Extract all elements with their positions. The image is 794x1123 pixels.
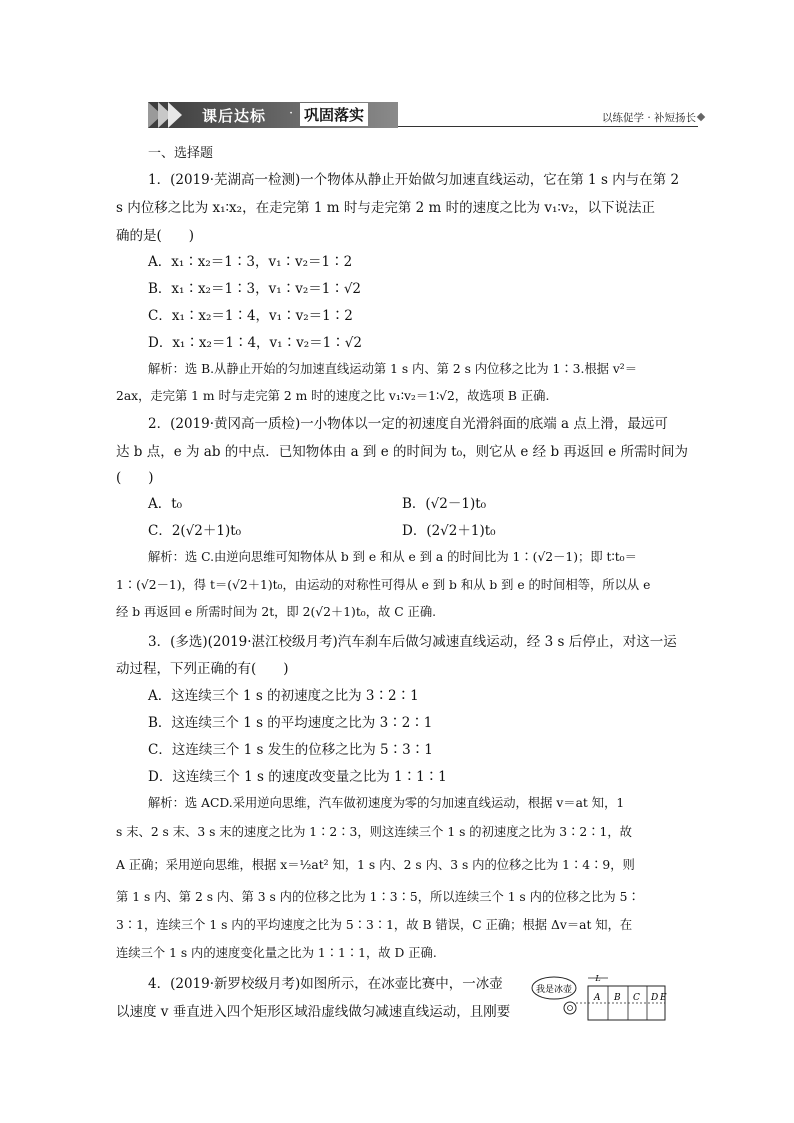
header-rule	[398, 126, 698, 127]
point-label-a: A	[594, 993, 601, 1003]
q2-option-c: C．2(√2＋1)t₀	[148, 523, 242, 539]
point-label-c: C	[633, 993, 640, 1003]
q2-option-b: B．(√2－1)t₀	[402, 496, 487, 512]
banner-title: 课后达标	[202, 107, 267, 125]
q2-option-a: A．t₀	[148, 496, 183, 512]
q1-option-c: C．x₁∶x₂＝1∶4，v₁∶v₂＝1∶2	[148, 308, 353, 324]
q2-solution-3: 经 b 再返回 e 所需时间为 2t，即 2(√2＋1)t₀，故 C 正确.	[116, 605, 437, 619]
q3-solution-6: 连续三个 1 s 内的速度变化量之比为 1∶1∶1，故 D 正确.	[116, 946, 437, 960]
q2-line-3: ( )	[116, 470, 154, 486]
curling-figure	[530, 972, 670, 1024]
q3-option-c: C．这连续三个 1 s 发生的位移之比为 5∶3∶1	[148, 742, 433, 758]
header-motto: 以练促学 · 补短扬长	[602, 112, 697, 124]
q2-line-2: 达 b 点，e 为 ab 的中点．已知物体由 a 到 e 的时间为 t₀，则它从 e 经 b 再返回 e 所需时间为	[116, 444, 688, 460]
section-title: 一、选择题	[148, 146, 214, 161]
banner-separator: ·	[289, 106, 294, 121]
curling-stone-icon	[564, 1002, 576, 1014]
q1-line-1: 1．(2019·芜湖高一检测)一个物体从静止开始做匀加速直线运动，它在第 1 s 内与在第 2	[148, 172, 680, 188]
q3-option-a: A．这连续三个 1 s 的初速度之比为 3∶2∶1	[148, 688, 419, 704]
q3-option-d: D．这连续三个 1 s 的速度改变量之比为 1∶1∶1	[148, 769, 447, 785]
point-label-e: E	[660, 993, 667, 1003]
q3-option-b: B．这连续三个 1 s 的平均速度之比为 3∶2∶1	[148, 715, 433, 731]
q2-line-1: 2．(2019·黄冈高一质检)一小物体以一定的初速度自光滑斜面的底端 a 点上滑，最远可	[148, 416, 668, 432]
q4-line-2: 以速度 v 垂直进入四个矩形区域沿虚线做匀减速直线运动，且刚要	[116, 1004, 511, 1020]
q2-solution-1: 解析：选 C.由逆向思维可知物体从 b 到 e 和从 e 到 a 的时间比为 1∶(√2－1)；即 t∶t₀＝	[148, 550, 637, 564]
q3-solution-3: A 正确；采用逆向思维，根据 x＝½at² 知，1 s 内、2 s 内、3 s 内的位移之比为 1∶4∶9，则	[116, 858, 635, 872]
q3-solution-5: 3∶1，连续三个 1 s 内的平均速度之比为 5∶3∶1，故 B 错误，C 正确；根据 Δv＝at 知，在	[116, 918, 633, 932]
q1-line-3: 确的是( )	[116, 228, 195, 244]
q1-solution-2: 2ax，走完第 1 m 时与走完第 2 m 时的速度之比 v₁∶v₂＝1∶√2，故选项 B 正确.	[116, 389, 550, 403]
q1-solution-1: 解析：选 B.从静止开始的匀加速直线运动第 1 s 内、第 2 s 内位移之比为 1∶3.根据 v²＝	[148, 362, 638, 376]
diamond-icon	[697, 113, 705, 121]
banner-subtitle: 巩固落实	[300, 103, 368, 126]
q2-solution-2: 1∶(√2－1)，得 t＝(√2＋1)t₀，由运动的对称性可得从 e 到 b 和从 b 到 e 的时间相等，所以从 e	[116, 578, 651, 592]
chevron-icon	[168, 102, 182, 128]
q3-solution-1: 解析：选 ACD.采用逆向思维，汽车做初速度为零的匀加速直线运动，根据 v＝at 知，1	[148, 796, 625, 810]
q1-option-b: B．x₁∶x₂＝1∶3，v₁∶v₂＝1∶√2	[148, 281, 362, 297]
q1-option-a: A．x₁∶x₂＝1∶3，v₁∶v₂＝1∶2	[148, 254, 353, 270]
length-label: L	[595, 974, 601, 983]
q3-solution-2: s 末、2 s 末、3 s 末的速度之比为 1∶2∶3，则这连续三个 1 s 的初速度之比为 3∶2∶1，故	[116, 825, 632, 839]
point-label-b: B	[614, 993, 621, 1003]
q4-line-1: 4．(2019·新罗校级月考)如图所示，在冰壶比赛中，一冰壶	[148, 976, 503, 992]
q2-option-d: D．(2√2＋1)t₀	[402, 523, 496, 539]
q1-option-d: D．x₁∶x₂＝1∶4，v₁∶v₂＝1∶√2	[148, 335, 362, 351]
q3-line-2: 动过程，下列正确的有( )	[116, 661, 289, 677]
speech-bubble-text: 我是冰壶	[535, 985, 573, 995]
q1-line-2: s 内位移之比为 x₁∶x₂，在走完第 1 m 时与走完第 2 m 时的速度之比为 v₁∶v₂，以下说法正	[116, 200, 655, 216]
q3-line-1: 3．(多选)(2019·湛江校级月考)汽车刹车后做匀减速直线运动，经 3 s 后停止，对这一运	[148, 634, 677, 650]
q3-solution-4: 第 1 s 内、第 2 s 内、第 3 s 内的位移之比为 1∶3∶5，所以连续三个 1 s 内的位移之比为 5∶	[116, 890, 640, 904]
section-banner	[148, 102, 398, 128]
point-label-d: D	[651, 993, 659, 1003]
